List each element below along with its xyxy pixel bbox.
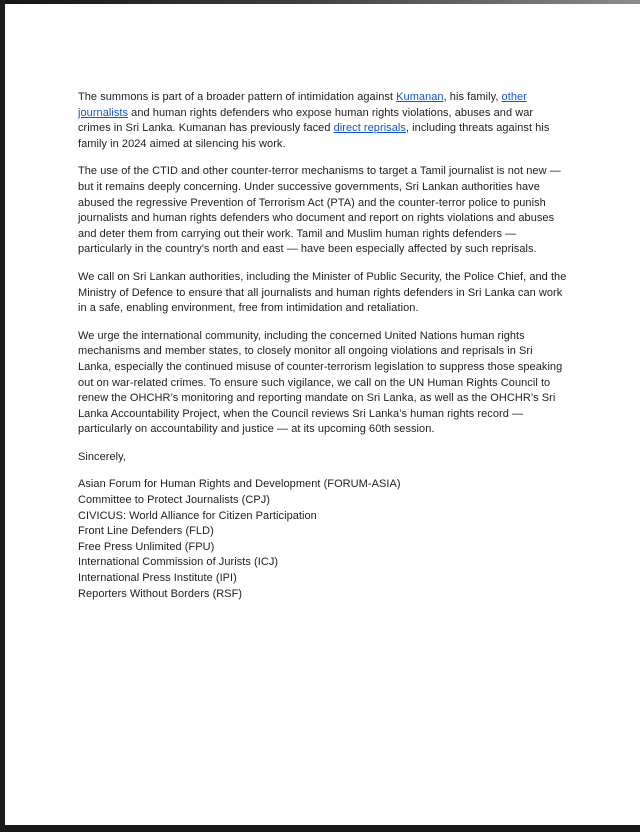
kumanan-link[interactable]: Kumanan [396, 91, 444, 103]
signatory-item: Asian Forum for Human Rights and Development (FORUM-ASIA) [78, 478, 401, 491]
text-run: and human rights defenders who expose human rights violations, abuses and war crimes in Sri Lanka. Kumanan has previously faced [78, 106, 534, 135]
closing-salutation: Sincerely, [78, 450, 126, 463]
signatory-item: Committee to Protect Journalists (CPJ) [78, 494, 271, 507]
window-left-edge [0, 0, 5, 832]
signatory-item: International Commission of Jurists (ICJ) [78, 556, 279, 569]
text-run: We urge the international community, including the concerned United Nations human rights mechanisms and member states, to closely monitor all ongoing violations and reprisals in Sri Lanka, especially the continued misuse of counter-terrorism legislation to suppress those speaking out on war-related crimes. To ensure such vigilance, we call on the UN Human Rights Council to renew the OHCHR’s monitoring and reporting mandate on Sri Lanka, as well as the OHCHR’s Sri Lanka Accountability Project, when the Council reviews Sri Lanka’s human rights record — particularly on accountability and justice — at its upcoming 60th session. [78, 329, 563, 436]
text-run: , his family, [443, 91, 502, 103]
signatory-item: Front Line Defenders (FLD) [78, 525, 214, 538]
text-run: The use of the CTID and other counter-terror mechanisms to target a Tamil journalist is not new — but it remains deeply concerning. Under successive governments, Sri Lankan authorities have abused the regressive Prevention of Terrorism Act (PTA) and the counter-terror police to punish journalists and human rights defenders who document and report on rights violations and abuses and deter them from carrying out their work. Tamil and Muslim human rights defenders — particularly in the country’s north and east — have been especially affected by such reprisals. [78, 165, 561, 256]
other-journalists-link[interactable]: other journalists [78, 91, 527, 119]
signatory-item: Reporters Without Borders (RSF) [78, 587, 243, 600]
window-bottom-edge [0, 825, 640, 832]
paragraph-3 [78, 270, 568, 317]
text-run: We call on Sri Lankan authorities, including the Minister of Public Security, the Police Chief, and the Ministry of Defence to ensure that all journalists and human rights defenders in Sri Lanka can work in a safe, enabling environment, free from intimidation and retaliation. [78, 270, 567, 315]
signatory-item: Free Press Unlimited (FPU) [78, 540, 215, 553]
paragraph-4 [78, 329, 568, 438]
paragraph-1 [78, 90, 568, 152]
text-run: , including threats against his family in 2024 aimed at silencing his work. [78, 122, 550, 150]
direct-reprisals-link[interactable]: direct reprisals [333, 122, 406, 135]
window-top-edge [0, 0, 640, 4]
text-run: The summons is part of a broader pattern of intimidation against [78, 91, 397, 103]
paragraph-2 [78, 164, 568, 258]
letter-body [78, 90, 568, 602]
signatory-list [78, 477, 568, 602]
signatory-item: International Press Institute (IPI) [78, 572, 237, 585]
signatory-item: CIVICUS: World Alliance for Citizen Participation [78, 509, 317, 522]
